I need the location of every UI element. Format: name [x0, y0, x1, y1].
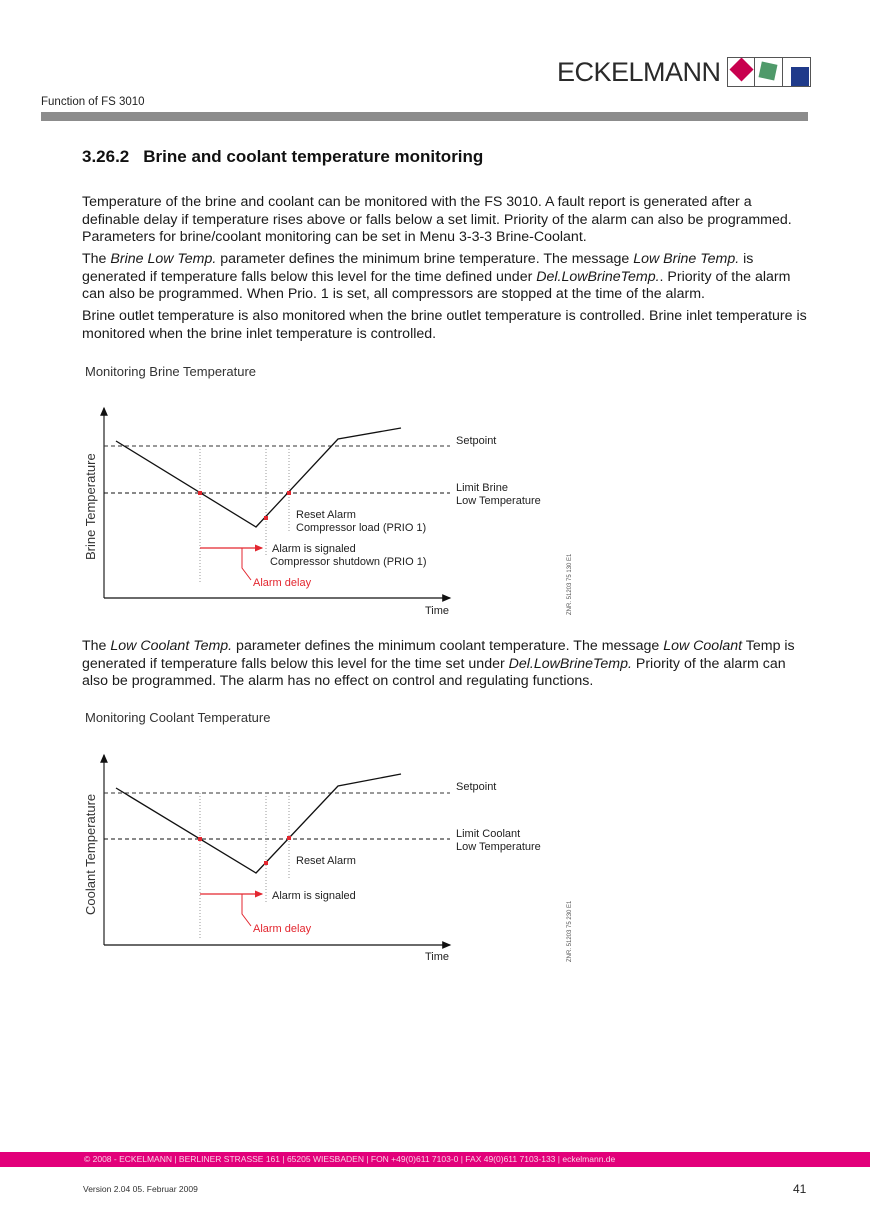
svg-text:Brine Temperature: Brine Temperature [83, 453, 98, 560]
figure-title-coolant: Monitoring Coolant Temperature [85, 710, 271, 725]
footer-contact: © 2008 - ECKELMANN | BERLINER STRASSE 161 | 65205 WIESBADEN | FON +49(0)611 7103-0 | FAX 49(0)611 7103-133 | eckelmann.de [84, 1154, 616, 1164]
paragraph-brine-outlet: Brine outlet temperature is also monitored when the brine outlet temperature is controlled. Brine inlet temperature is monitored when the brine inlet temperature is controlled. [82, 308, 807, 342]
svg-text:ZNR. 51203 75 230 E1: ZNR. 51203 75 230 E1 [567, 900, 573, 962]
section-number: 3.26.2 [82, 147, 130, 166]
svg-text:Time: Time [425, 605, 450, 617]
svg-text:Compressor load (PRIO 1): Compressor load (PRIO 1) [296, 522, 427, 534]
logo-text: ECKELMANN [557, 57, 721, 87]
label-setpoint: Setpoint [456, 435, 497, 447]
svg-text:Alarm is signaled: Alarm is signaled [272, 543, 356, 555]
paragraph-brine-low-temp: The Brine Low Temp. parameter defines the minimum brine temperature. The message Low Brine Temp. is generated if temperature falls below this level for the time defined under Del.LowBrineTemp.. Priority of the alarm can also be programmed. When Prio. 1 is set, all compressors are stopped at the time of the alarm. [82, 251, 791, 302]
paragraph-low-coolant-temp: The Low Coolant Temp. parameter defines the minimum coolant temperature. The message Low Coolant Temp is generated if temperature falls below this level for the time set under Del.LowBrineTemp. Priority of the alarm can also be programmed. The alarm has no effect on control and regulating functions. [82, 638, 795, 689]
svg-text:Reset Alarm: Reset Alarm [296, 855, 356, 867]
svg-text:Compressor shutdown (PRIO 1): Compressor shutdown (PRIO 1) [270, 556, 427, 568]
temperature-curve [116, 428, 401, 527]
running-header: Function of FS 3010 [41, 96, 145, 108]
paragraph-intro: Temperature of the brine and coolant can be monitored with the FS 3010. A fault report is generated after a definable delay if temperature rises above or falls below a set limit. Priority of the alarm can also be programmed. Parameters for brine/coolant monitoring can be set in Menu 3-3-3 Brine-Coolant. [82, 194, 792, 245]
svg-text:Alarm delay: Alarm delay [253, 577, 312, 589]
page-number: 41 [793, 1182, 807, 1196]
svg-text:Reset Alarm: Reset Alarm [296, 509, 356, 521]
svg-text:Coolant Temperature: Coolant Temperature [83, 793, 98, 915]
svg-text:ZNR. 51203 75 130 E1: ZNR. 51203 75 130 E1 [567, 553, 573, 615]
figure-title-brine: Monitoring Brine Temperature [85, 364, 257, 379]
label-limit-1: Limit Brine [456, 482, 508, 494]
svg-text:Setpoint: Setpoint [456, 781, 497, 793]
svg-text:Limit Coolant: Limit Coolant [456, 828, 521, 840]
svg-text:Alarm delay: Alarm delay [253, 923, 312, 935]
section-title: Brine and coolant temperature monitoring [143, 147, 484, 166]
svg-text:Low Temperature: Low Temperature [456, 841, 541, 853]
svg-text:Time: Time [425, 951, 450, 963]
svg-text:Alarm is signaled: Alarm is signaled [272, 890, 356, 902]
version-info: Version 2.04 05. Februar 2009 [83, 1184, 198, 1194]
label-limit-2: Low Temperature [456, 495, 541, 507]
